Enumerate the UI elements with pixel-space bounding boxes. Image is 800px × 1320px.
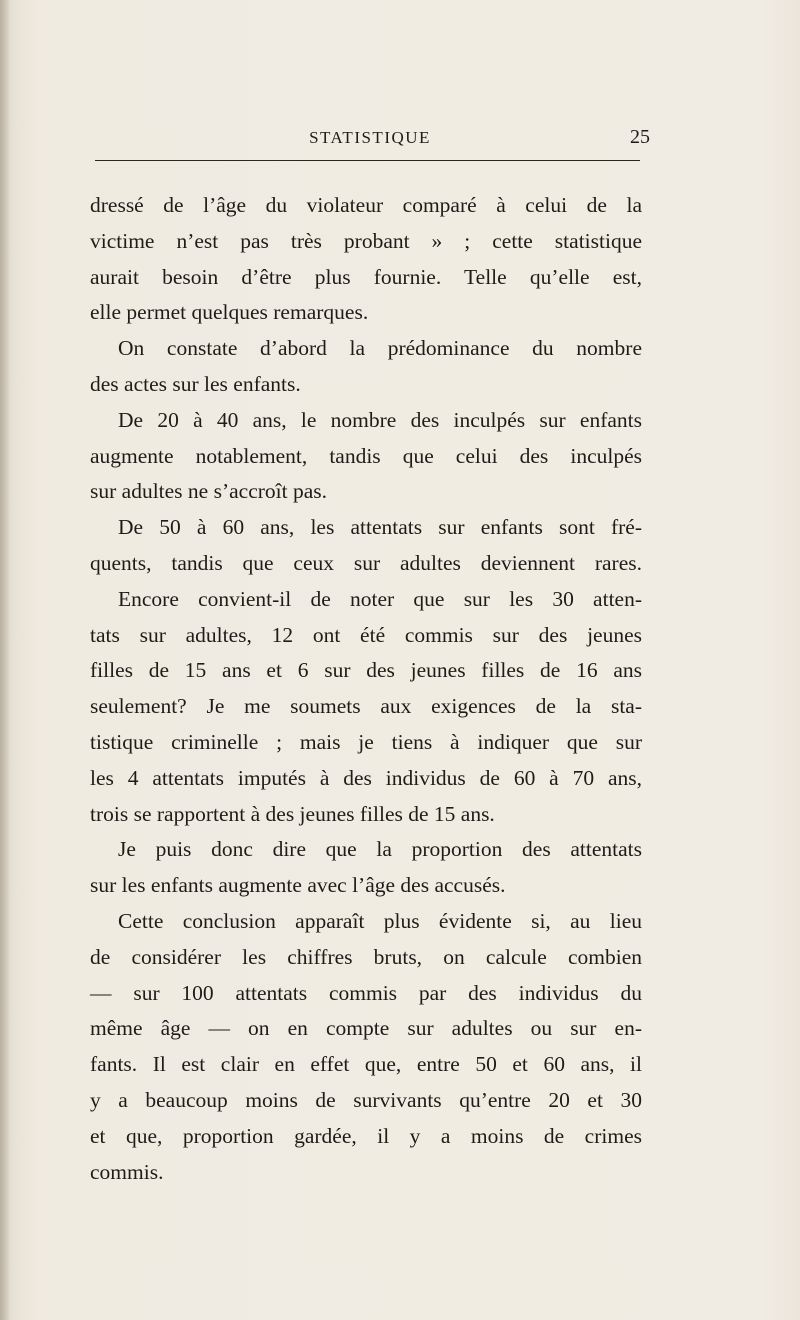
body-text (90, 188, 642, 1190)
running-head (90, 126, 650, 156)
text-line: filles de 15 ans et 6 sur des jeunes filles de 16 ans (90, 658, 642, 683)
text-line: augmente notablement, tandis que celui des inculpés (90, 443, 642, 468)
gutter-shadow (0, 0, 10, 1320)
text-line: tistique criminelle ; mais je tiens à indiquer que sur (90, 729, 642, 754)
text-line: De 50 à 60 ans, les attentats sur enfants sont fré- (118, 515, 642, 540)
text-line: sur les enfants augmente avec l’âge des accusés. (90, 873, 506, 898)
text-line: Cette conclusion apparaît plus évidente si, au lieu (118, 908, 642, 933)
text-line: De 20 à 40 ans, le nombre des inculpés sur enfants (118, 407, 642, 432)
text-line: sur adultes ne s’accroît pas. (90, 479, 328, 504)
text-line: seulement? Je me soumets aux exigences de la sta- (90, 694, 642, 719)
page-number: 25 (630, 126, 650, 148)
text-line: elle permet quelques remarques. (90, 300, 369, 325)
text-line: victime n’est pas très probant » ; cette statistique (90, 228, 642, 253)
text-line: trois se rapportent à des jeunes filles de 15 ans. (90, 801, 495, 826)
text-line: même âge — on en compte sur adultes ou sur en- (90, 1016, 642, 1041)
text-line: Encore convient-il de noter que sur les 30 atten- (118, 586, 642, 611)
text-line: et que, proportion gardée, il y a moins de crimes (90, 1123, 642, 1148)
text-line: y a beaucoup moins de survivants qu’entre 20 et 30 (90, 1087, 642, 1112)
text-line: commis. (90, 1159, 164, 1184)
text-line: les 4 attentats imputés à des individus de 60 à 70 ans, (90, 765, 642, 790)
text-line: aurait besoin d’être plus fournie. Telle qu’elle est, (90, 264, 642, 289)
running-title: STATISTIQUE (309, 128, 431, 147)
text-line: quents, tandis que ceux sur adultes deviennent rares. (90, 550, 642, 575)
text-line: des actes sur les enfants. (90, 371, 301, 396)
text-line: fants. Il est clair en effet que, entre 50 et 60 ans, il (90, 1052, 642, 1077)
text-line: Je puis donc dire que la proportion des attentats (118, 837, 642, 862)
header-rule (95, 160, 640, 161)
text-line: de considérer les chiffres bruts, on calcule combien (90, 944, 642, 969)
text-line: dressé de l’âge du violateur comparé à celui de la (90, 193, 642, 217)
text-line: — sur 100 attentats commis par des individus du (90, 980, 642, 1005)
text-line: On constate d’abord la prédominance du nombre (118, 336, 642, 361)
text-line: tats sur adultes, 12 ont été commis sur des jeunes (90, 622, 642, 647)
